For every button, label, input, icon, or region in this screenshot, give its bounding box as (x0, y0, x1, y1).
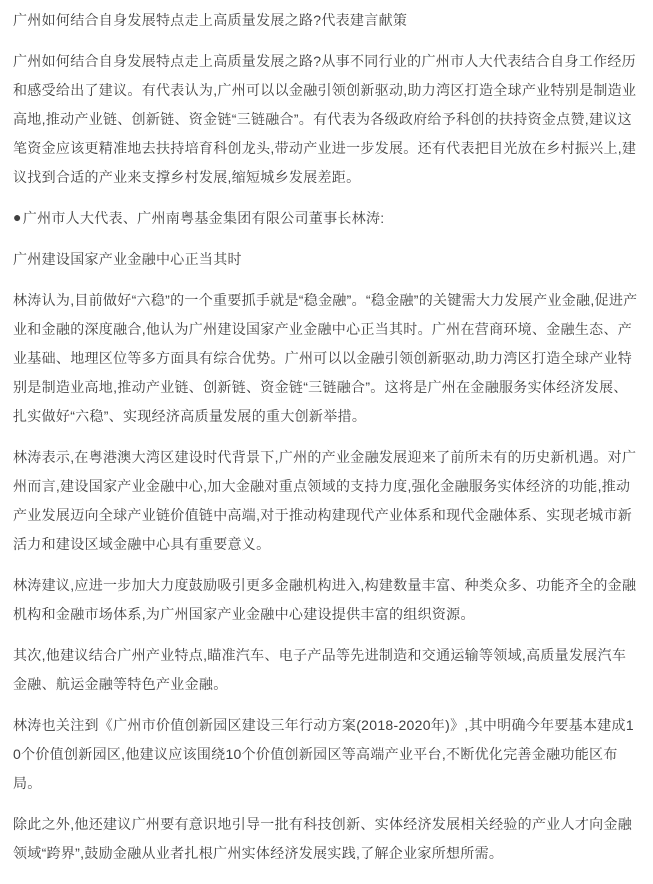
article-title: 广州如何结合自身发展特点走上高质量发展之路?代表建言献策 (13, 12, 408, 28)
body-paragraph-6: 除此之外,他还建议广州要有意识地引导一批有科技创新、实体经济发展相关经验的产业人才向金融领域“跨界”,鼓励金融从业者扎根广州实体经济发展实践,了解企业家所想所需。 (13, 816, 633, 861)
body-paragraph-1: 林涛认为,目前做好“六稳”的一个重要抓手就是“稳金融”。“稳金融”的关键需大力发展产业金融,促进产业和金融的深度融合,他认为广州建设国家产业金融中心正当其时。广州在营商环境、金融生态、产业基础、地理区位等多方面具有综合优势。广州可以以金融引领创新驱动,助力湾区打造全球产业特别是制造业高地,推动产业链、创新链、资金链“三链融合”。这将是广州在金融服务实体经济发展、扎实做好“六稳”、实现经济高质量发展的重大创新举措。 (13, 292, 638, 424)
speaker-name: 广州市人大代表、广州南粤基金集团有限公司董事长林涛: (22, 210, 385, 226)
body-paragraph-5: 林涛也关注到《广州市价值创新园区建设三年行动方案(2018-2020年)》,其中明确今年要基本建成10个价值创新园区,他建议应该围绕10个价值创新园区等高端产业平台,不断优化完善金融功能区布局。 (13, 717, 634, 791)
body-paragraph-2: 林涛表示,在粤港澳大湾区建设时代背景下,广州的产业金融发展迎来了前所未有的历史新机遇。对广州而言,建设国家产业金融中心,加大金融对重点领域的支持力度,强化金融服务实体经济的功能,推动产业发展迈向全球产业链价值链中高端,对于推动构建现代产业体系和现代金融体系、实现老城市新活力和建设区域金融中心具有重要意义。 (13, 449, 637, 552)
bullet-icon: ● (13, 209, 22, 225)
body-paragraph-3: 林涛建议,应进一步加大力度鼓励吸引更多金融机构进入,构建数量丰富、种类众多、功能齐全的金融机构和金融市场体系,为广州国家产业金融中心建设提供丰富的组织资源。 (13, 577, 637, 622)
body-paragraph-4: 其次,他建议结合广州产业特点,瞄准汽车、电子产品等先进制造和交通运输等领域,高质量发展汽车金融、航运金融等特色产业金融。 (13, 647, 627, 692)
speaker-line (13, 204, 640, 233)
intro-paragraph: 广州如何结合自身发展特点走上高质量发展之路?从事不同行业的广州市人大代表结合自身工作经历和感受给出了建议。有代表认为,广州可以以金融引领创新驱动,助力湾区打造全球产业特别是制造业高地,推动产业链、创新链、资金链“三链融合”。有代表为各级政府给予科创的扶持资金点赞,建议这笔资金应该更精准地去扶持培育科创龙头,带动产业进一步发展。还有代表把目光放在乡村振兴上,建议找到合适的产业来支撑乡村发展,缩短城乡发展差距。 (13, 53, 637, 185)
section-heading: 广州建设国家产业金融中心正当其时 (13, 251, 242, 267)
